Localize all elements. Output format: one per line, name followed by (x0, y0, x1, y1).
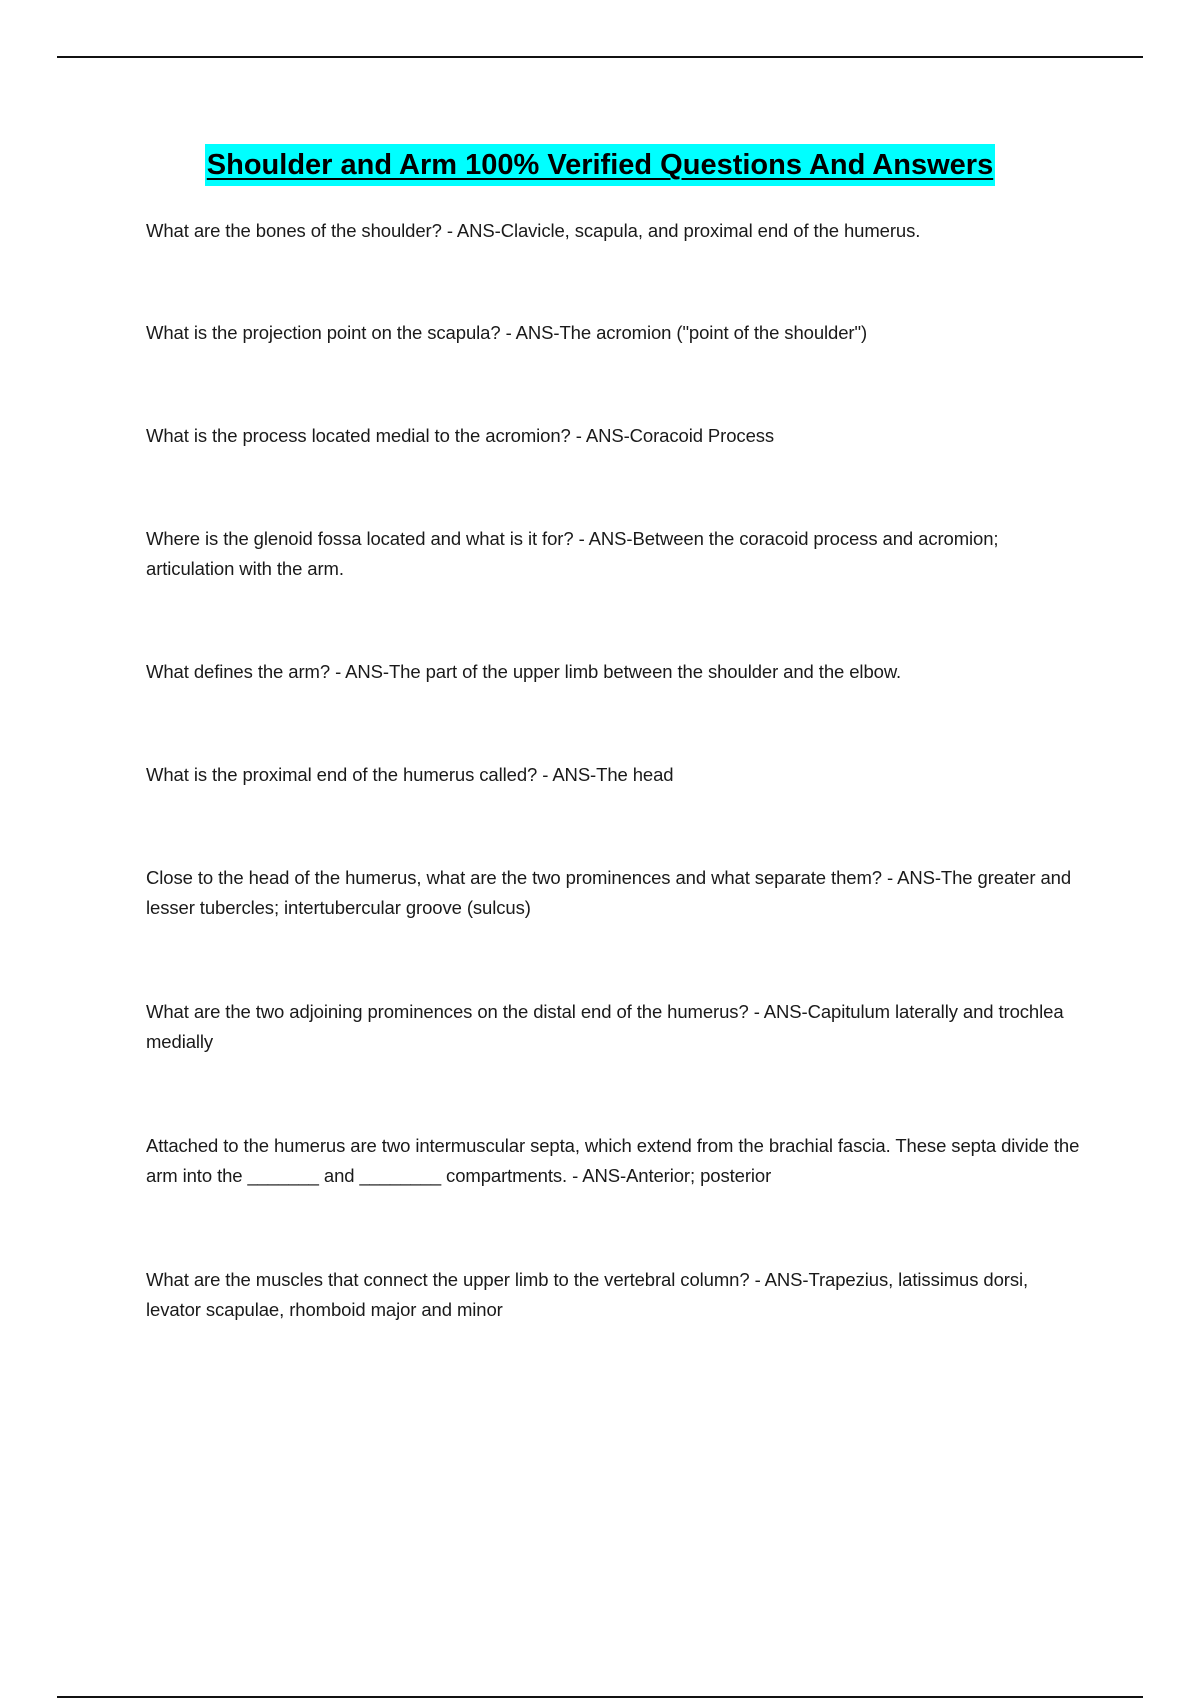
footer-rule (57, 1696, 1143, 1698)
answer-text: Clavicle, scapula, and proximal end of the humerus. (500, 220, 921, 241)
answer-separator: - ANS- (748, 1001, 808, 1022)
answer-separator: - ANS- (573, 528, 633, 549)
answer-separator: - ANS- (537, 764, 597, 785)
question-text: What are the muscles that connect the upper limb to the vertebral column? (146, 1269, 750, 1290)
qa-item-3 (146, 421, 1086, 451)
question-text: Close to the head of the humerus, what are the two prominences and what separate them? (146, 867, 882, 888)
question-text: Attached to the humerus are two intermuscular septa, which extend from the brachial fascia. These septa divide the arm into the _______ and ________ compartments. (146, 1135, 1085, 1186)
answer-separator: - ANS- (500, 322, 560, 343)
answer-text: The acromion ("point of the shoulder") (559, 322, 868, 343)
qa-item-5 (146, 657, 1086, 687)
qa-item-10 (146, 1265, 1086, 1325)
answer-separator: - ANS- (330, 661, 389, 682)
qa-item-2 (146, 318, 1086, 348)
title-container (0, 144, 1200, 186)
answer-text: Trapezius, latissimus dorsi, levator scapulae, rhomboid major and minor (146, 1269, 1034, 1320)
answer-separator: - ANS- (441, 220, 501, 241)
question-text: What is the proximal end of the humerus called? (146, 764, 538, 785)
answer-text: Coracoid Process (629, 425, 775, 446)
answer-separator: - ANS- (567, 1165, 627, 1186)
answer-text: Capitulum laterally and trochlea medially (146, 1001, 1069, 1052)
question-text: What are the bones of the shoulder? (146, 220, 442, 241)
answer-text: The greater and lesser tubercles; intertubercular groove (sulcus) (146, 867, 1077, 918)
question-text: What defines the arm? (146, 661, 331, 682)
qa-item-6 (146, 760, 1086, 790)
qa-item-4 (146, 524, 1086, 584)
qa-item-9 (146, 1131, 1086, 1191)
answer-text: Anterior; posterior (626, 1165, 772, 1186)
answer-separator: - ANS- (749, 1269, 809, 1290)
question-text: Where is the glenoid fossa located and what is it for? (146, 528, 574, 549)
answer-text: Between the coracoid process and acromion; articulation with the arm. (146, 528, 1004, 579)
qa-item-1 (146, 216, 1086, 246)
qa-item-7 (146, 863, 1086, 923)
question-text: What are the two adjoining prominences on the distal end of the humerus? (146, 1001, 749, 1022)
header-rule (57, 56, 1143, 58)
answer-separator: - ANS- (570, 425, 630, 446)
answer-separator: - ANS- (881, 867, 941, 888)
document-title: Shoulder and Arm 100% Verified Questions And Answers (205, 144, 995, 186)
answer-text: The part of the upper limb between the shoulder and the elbow. (388, 661, 902, 682)
qa-item-8 (146, 997, 1086, 1057)
answer-text: The head (596, 764, 674, 785)
question-text: What is the projection point on the scapula? (146, 322, 501, 343)
question-text: What is the process located medial to the acromion? (146, 425, 571, 446)
